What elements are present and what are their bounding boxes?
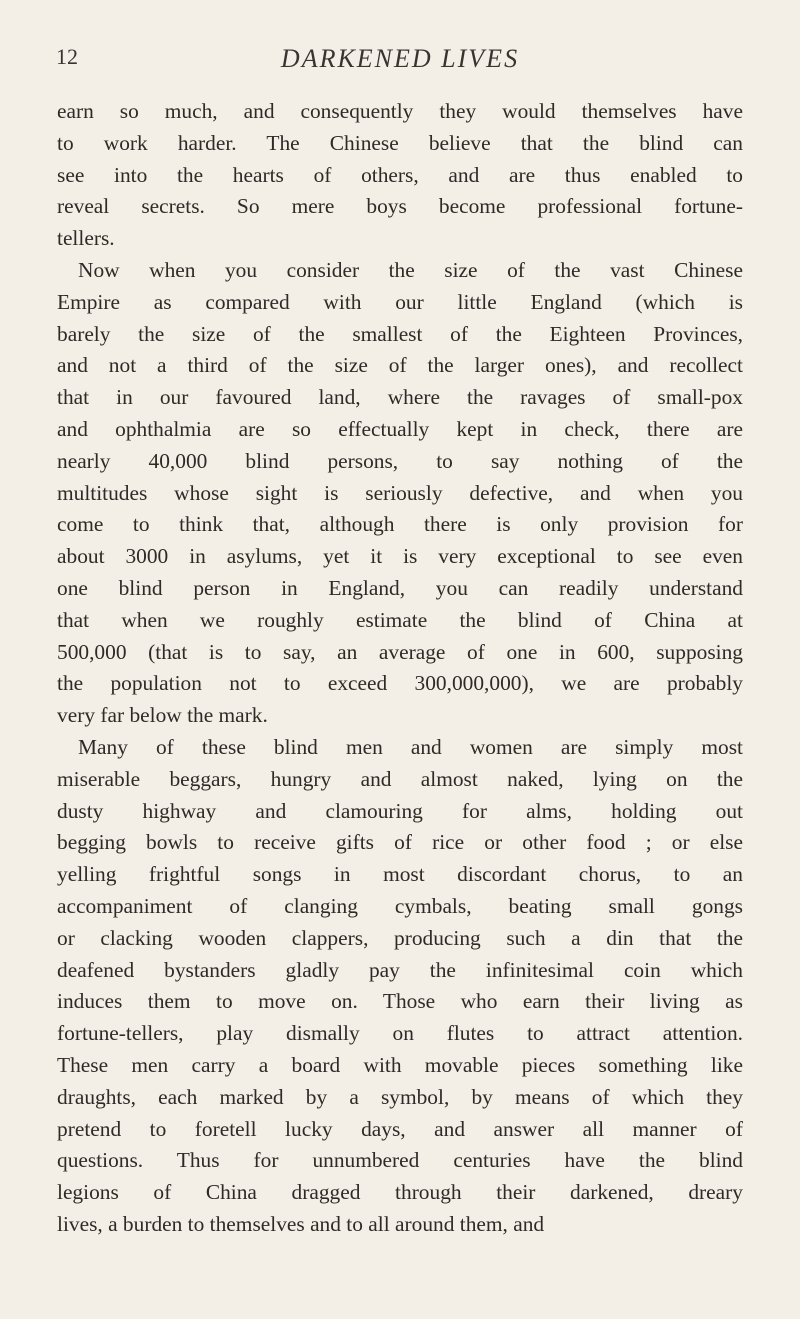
- text-line: earn so much, and consequently they would themselves have: [57, 99, 743, 123]
- text-line: and ophthalmia are so effectually kept in check, there are: [57, 416, 743, 441]
- text-line: Now when you consider the size of the vast Chinese: [78, 257, 743, 282]
- paragraph: [57, 96, 743, 255]
- text-line: about 3000 in asylums, yet it is very exceptional to see even: [57, 544, 743, 569]
- text-line: draughts, each marked by a symbol, by means of which they: [57, 1084, 743, 1109]
- text-line: one blind person in England, you can readily understand: [57, 575, 743, 600]
- text-line: and not a third of the size of the larger ones), and recollect: [57, 353, 743, 378]
- paragraph: [57, 732, 743, 1241]
- text-line: nearly 40,000 blind persons, to say nothing of the: [57, 448, 743, 473]
- text-line: reveal secrets. So mere boys become professional fortune-: [57, 194, 743, 219]
- text-line: fortune-tellers, play dismally on flutes to attract attention.: [57, 1021, 743, 1046]
- text-line: miserable beggars, hungry and almost naked, lying on the: [57, 766, 743, 791]
- page-header: [56, 44, 744, 80]
- text-line: very far below the mark.: [57, 703, 268, 728]
- text-line: These men carry a board with movable pieces something like: [57, 1052, 743, 1077]
- page-number: 12: [56, 44, 78, 69]
- text-line: that in our favoured land, where the ravages of small-pox: [57, 385, 743, 410]
- text-line: to work harder. The Chinese believe that the blind can: [57, 130, 743, 155]
- text-line: pretend to foretell lucky days, and answer all manner of: [57, 1116, 743, 1141]
- text-line: Empire as compared with our little England (which is: [57, 289, 743, 314]
- text-line: see into the hearts of others, and are thus enabled to: [57, 162, 743, 187]
- paragraph: [57, 255, 743, 732]
- text-line: questions. Thus for unnumbered centuries have the blind: [57, 1148, 743, 1173]
- body-text: [57, 96, 743, 1241]
- text-line: begging bowls to receive gifts of rice or other food ; or else: [57, 830, 743, 855]
- text-line: induces them to move on. Those who earn their living as: [57, 989, 743, 1014]
- text-line: yelling frightful songs in most discordant chorus, to an: [57, 862, 743, 887]
- text-line: tellers.: [57, 226, 115, 251]
- text-line: barely the size of the smallest of the Eighteen Provinces,: [57, 321, 743, 346]
- text-line: or clacking wooden clappers, producing such a din that the: [57, 925, 743, 950]
- text-line: 500,000 (that is to say, an average of one in 600, supposing: [57, 639, 743, 664]
- text-line: come to think that, although there is only provision for: [57, 512, 743, 537]
- text-line: lives, a burden to themselves and to all around them, and: [57, 1211, 545, 1236]
- text-line: deafened bystanders gladly pay the infinitesimal coin which: [57, 957, 743, 982]
- text-line: multitudes whose sight is seriously defective, and when you: [57, 480, 743, 505]
- text-line: that when we roughly estimate the blind of China at: [57, 607, 743, 632]
- text-line: Many of these blind men and women are simply most: [78, 734, 743, 759]
- running-head: DARKENED LIVES: [280, 44, 520, 73]
- text-line: the population not to exceed 300,000,000), we are probably: [57, 671, 743, 696]
- text-line: accompaniment of clanging cymbals, beating small gongs: [57, 893, 743, 918]
- text-line: dusty highway and clamouring for alms, holding out: [57, 798, 743, 823]
- text-line: legions of China dragged through their darkened, dreary: [57, 1180, 743, 1205]
